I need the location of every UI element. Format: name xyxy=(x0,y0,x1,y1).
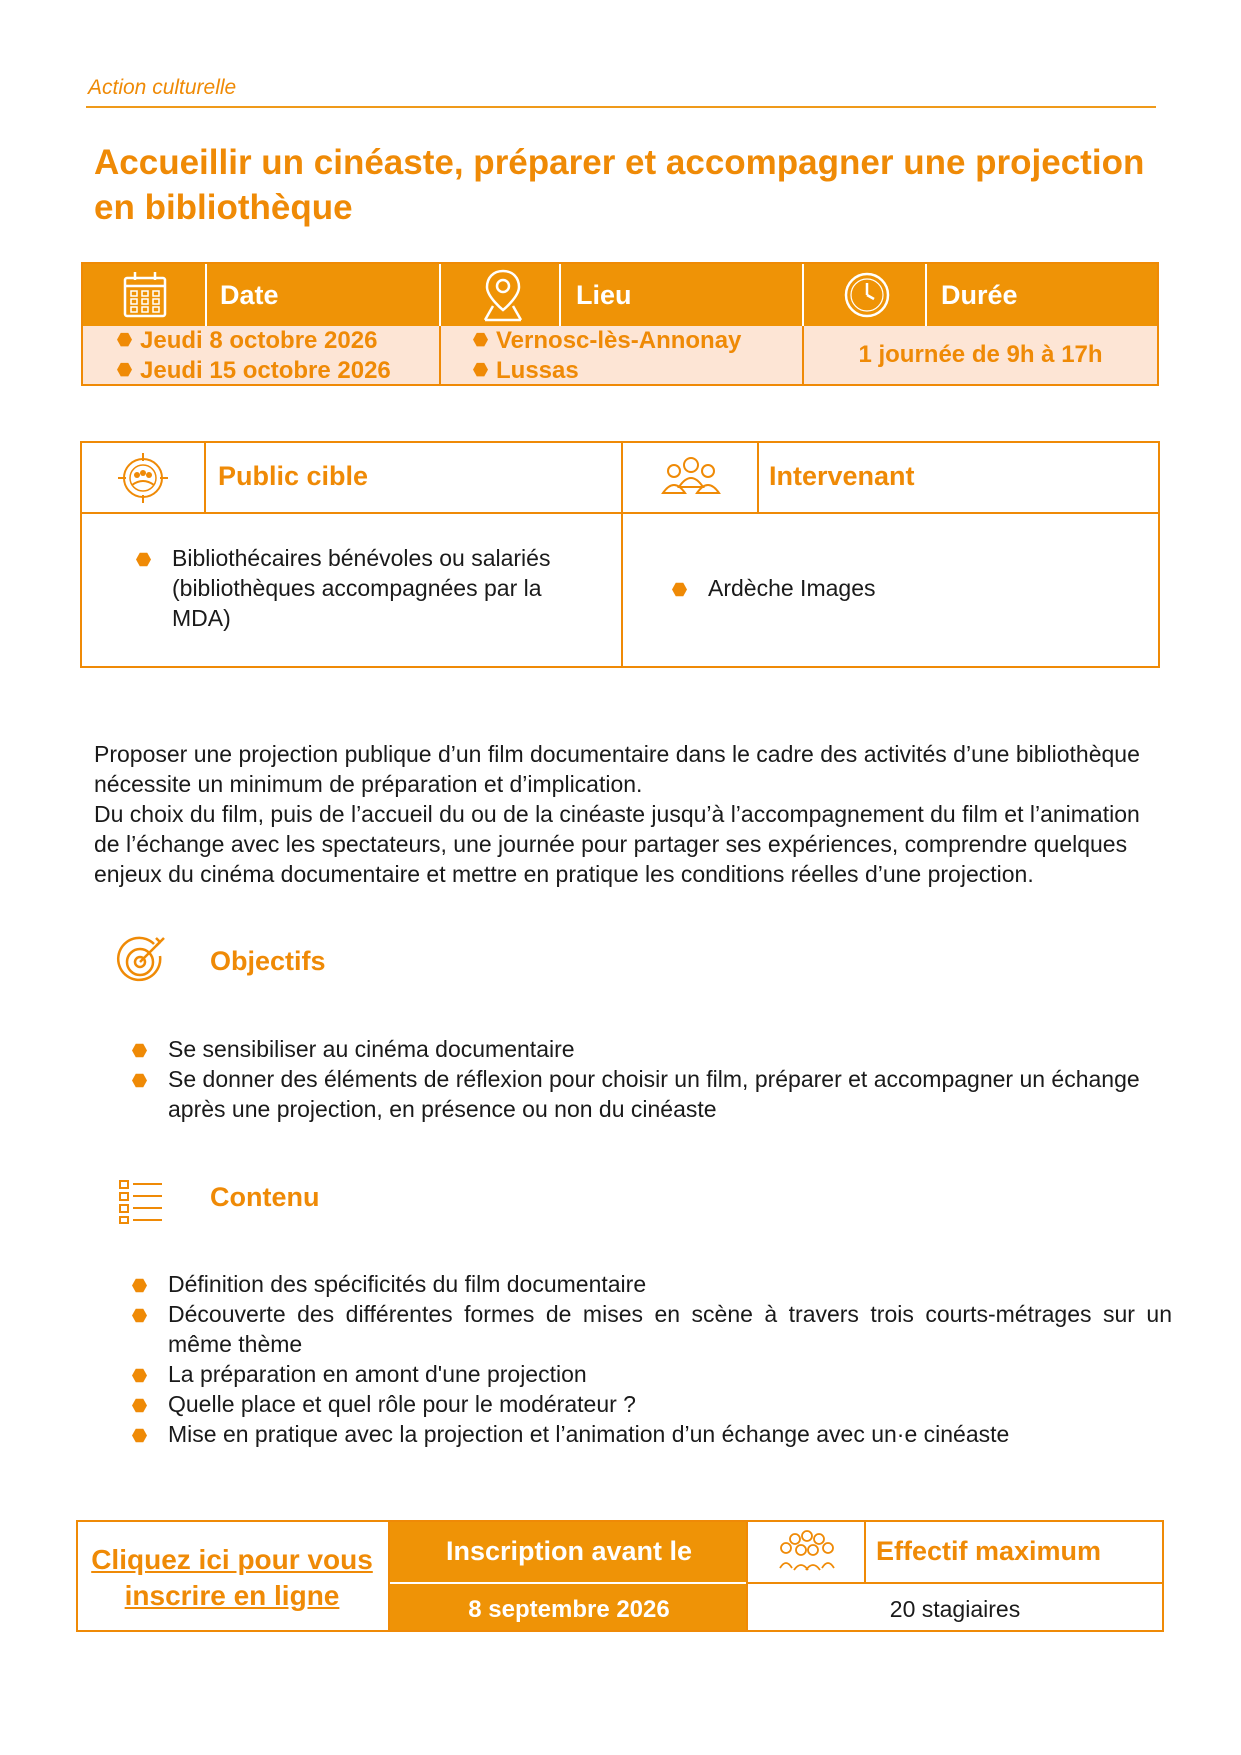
page-title: Accueillir un cinéaste, préparer et accompagner une projection en bibliothèque xyxy=(94,143,1145,227)
bullet-icon xyxy=(117,332,132,347)
date-list xyxy=(117,326,391,386)
calendar-icon xyxy=(123,270,167,323)
divider xyxy=(439,326,441,384)
intro-paragraph: Du choix du film, puis de l’accueil du ou de la cinéaste jusqu’à l’accompagnement du film et l’animation de l’échange avec les spectateurs, une journée pour partager ses expériences, comprendre quelques enjeux du cinéma documentaire et mettre en pratique les conditions réelles d’une projection. xyxy=(94,801,1140,887)
bullet-icon xyxy=(117,362,132,377)
bullet-icon xyxy=(132,1073,147,1088)
effectif-label: Effectif maximum xyxy=(876,1536,1102,1566)
lieu-list xyxy=(473,326,741,386)
list-item: Définition des spécificités du film documentaire xyxy=(132,1269,1172,1299)
list-item: Découverte des différentes formes de mises en scène à travers trois courts-métrages sur un même thème xyxy=(132,1299,1172,1359)
info-values-row xyxy=(83,326,1157,384)
people-group-icon xyxy=(660,453,722,506)
bullet-icon xyxy=(132,1043,147,1058)
lieu-item: Lussas xyxy=(473,356,741,386)
divider xyxy=(388,1522,390,1630)
objectifs-heading: Objectifs xyxy=(210,946,326,976)
duree-header: Durée xyxy=(941,280,1018,310)
divider xyxy=(802,264,804,326)
header-rule xyxy=(86,106,1156,108)
date-header: Date xyxy=(220,280,279,310)
intervenant-list xyxy=(672,573,1112,603)
audience-table xyxy=(80,441,1160,668)
divider xyxy=(621,443,623,666)
list-item: Mise en pratique avec la projection et l’animation d’un échange avec un·e cinéaste xyxy=(132,1419,1172,1449)
contenu-heading: Contenu xyxy=(210,1182,320,1212)
register-online-link[interactable]: Cliquez ici pour vous inscrire en ligne xyxy=(91,1544,373,1611)
clock-icon xyxy=(843,271,891,324)
bullet-icon xyxy=(473,332,488,347)
info-table xyxy=(81,262,1159,386)
divider xyxy=(925,264,927,326)
bullet-icon xyxy=(132,1428,147,1443)
target-arrow-icon xyxy=(116,934,168,991)
people-cluster-icon xyxy=(778,1528,836,1579)
list-item: Bibliothécaires bénévoles ou salariés (bibliothèques accompagnées par la MDA) xyxy=(136,543,576,633)
intro-text xyxy=(94,739,1169,889)
contenu-list xyxy=(132,1269,1172,1449)
objectifs-list xyxy=(132,1034,1172,1124)
lieu-item: Vernosc-lès-Annonay xyxy=(473,326,741,356)
location-pin-icon xyxy=(481,268,525,327)
list-item: Se donner des éléments de réflexion pour choisir un film, préparer et accompagner un échange après une projection, en présence ou non du cinéaste xyxy=(132,1064,1172,1124)
bullet-icon xyxy=(672,582,687,597)
inscription-label: Inscription avant le xyxy=(445,1536,693,1566)
divider xyxy=(390,1582,748,1584)
intervenant-header: Intervenant xyxy=(769,461,915,491)
list-item: La préparation en amont d'une projection xyxy=(132,1359,1172,1389)
bullet-icon xyxy=(132,1398,147,1413)
divider xyxy=(439,264,441,326)
lieu-header: Lieu xyxy=(576,280,632,310)
divider xyxy=(864,1522,866,1582)
bullet-icon xyxy=(132,1278,147,1293)
list-item: Ardèche Images xyxy=(672,573,1112,603)
list-item: Quelle place et quel rôle pour le modérateur ? xyxy=(132,1389,1172,1419)
divider xyxy=(204,443,206,512)
section-label: Action culturelle xyxy=(88,76,237,99)
bullet-icon xyxy=(132,1368,147,1383)
intro-paragraph: Proposer une projection publique d’un film documentaire dans le cadre des activités d’une bibliothèque nécessite un minimum de préparation et d’implication. xyxy=(94,741,1140,797)
divider xyxy=(205,264,207,326)
effectif-value: 20 stagiaires xyxy=(889,1596,1021,1622)
list-item: Se sensibiliser au cinéma documentaire xyxy=(132,1034,1172,1064)
date-item: Jeudi 8 octobre 2026 xyxy=(117,326,391,356)
divider xyxy=(748,1582,1162,1584)
registration-table xyxy=(76,1520,1164,1632)
duree-value: 1 journée de 9h à 17h xyxy=(858,341,1103,368)
inscription-date: 8 septembre 2026 xyxy=(468,1596,670,1623)
public-cible-header: Public cible xyxy=(218,461,369,491)
bullet-icon xyxy=(132,1308,147,1323)
divider xyxy=(559,264,561,326)
public-list xyxy=(136,543,576,633)
divider xyxy=(82,512,1158,514)
info-header-row xyxy=(83,264,1157,326)
target-audience-icon xyxy=(115,452,171,509)
checklist-icon xyxy=(118,1178,164,1229)
bullet-icon xyxy=(473,362,488,377)
date-item: Jeudi 15 octobre 2026 xyxy=(117,356,391,386)
divider xyxy=(757,443,759,512)
bullet-icon xyxy=(136,552,151,567)
